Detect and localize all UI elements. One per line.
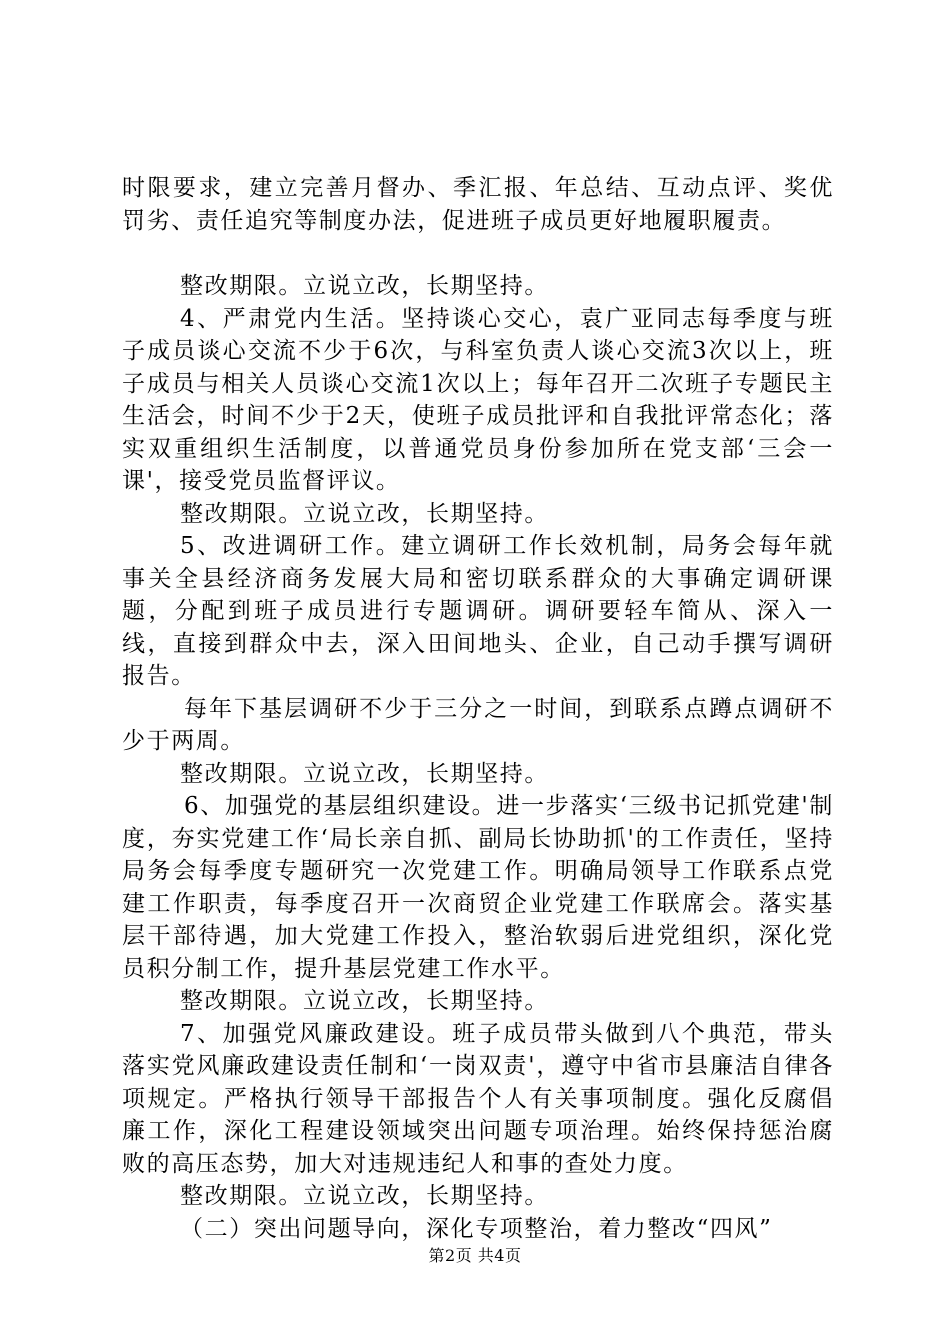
section-heading: （二）突出问题导向，深化专项整治，着力整改“四风” (180, 1215, 773, 1242)
paragraph-item-6: 6、加强党的基层组织建设。进一步落实‘三级书记抓党建'制度，夯实党建工作‘局长亲自抓、副局长协助抓'的工作责任，坚持局务会每季度专题研究一次党建工作。明确局领导工作联系点党建工作职责，每季度召开一次商贸企业党建工作联席会。落实基层干部待遇，加大党建工作投入，整治软弱后进党组织，深化党员积分制工作，提升基层党建工作水平。 (122, 793, 834, 982)
paragraph-research-time: 每年下基层调研不少于三分之一时间，到联系点蹲点调研不少于两周。 (122, 695, 834, 754)
paragraph-continuation: 时限要求，建立完善月督办、季汇报、年总结、互动点评、奖优罚劣、责任追究等制度办法，促进班子成员更好地履职履责。 (122, 175, 834, 234)
paragraph-item-7: 7、加强党风廉政建设。班子成员带头做到八个典范，带头落实党风廉政建设责任制和‘一岗双责'，遵守中省市县廉洁自律各项规定。严格执行领导干部报告个人有关事项制度。强化反腐倡廉工作，深化工程建设领域突出问题专项治理。始终保持惩治腐败的高压态势，加大对违规违纪人和事的查处力度。 (122, 1020, 834, 1177)
page-number-footer: 第2页 共4页 (428, 1246, 522, 1265)
paragraph-deadline: 整改期限。立说立改，长期坚持。 (180, 988, 549, 1014)
paragraph-deadline: 整改期限。立说立改，长期坚持。 (180, 760, 549, 787)
paragraph-item-5: 5、改进调研工作。建立调研工作长效机制，局务会每年就事关全县经济商务发展大局和密切联系群众的大事确定调研课题，分配到班子成员进行专题调研。调研要轻车简从、深入一线，直接到群众中去，深入田间地头、企业，自己动手撰写调研报告。 (122, 533, 834, 689)
paragraph-deadline: 整改期限。立说立改，长期坚持。 (180, 273, 549, 299)
paragraph-deadline: 整改期限。立说立改，长期坚持。 (180, 1183, 549, 1209)
paragraph-item-4: 4、严肃党内生活。坚持谈心交心，袁广亚同志每季度与班子成员谈心交流不少于6次，与科室负责人谈心交流3次以上，班子成员与相关人员谈心交流1次以上；每年召开二次班子专题民主生活会，时间不少于2天，使班子成员批评和自我批评常态化；落实双重组织生活制度，以普通党员身份参加所在党支部‘三会一课'，接受党员监督评议。 (122, 305, 834, 494)
document-body (122, 172, 834, 1245)
paragraph-deadline: 整改期限。立说立改，长期坚持。 (180, 500, 549, 527)
